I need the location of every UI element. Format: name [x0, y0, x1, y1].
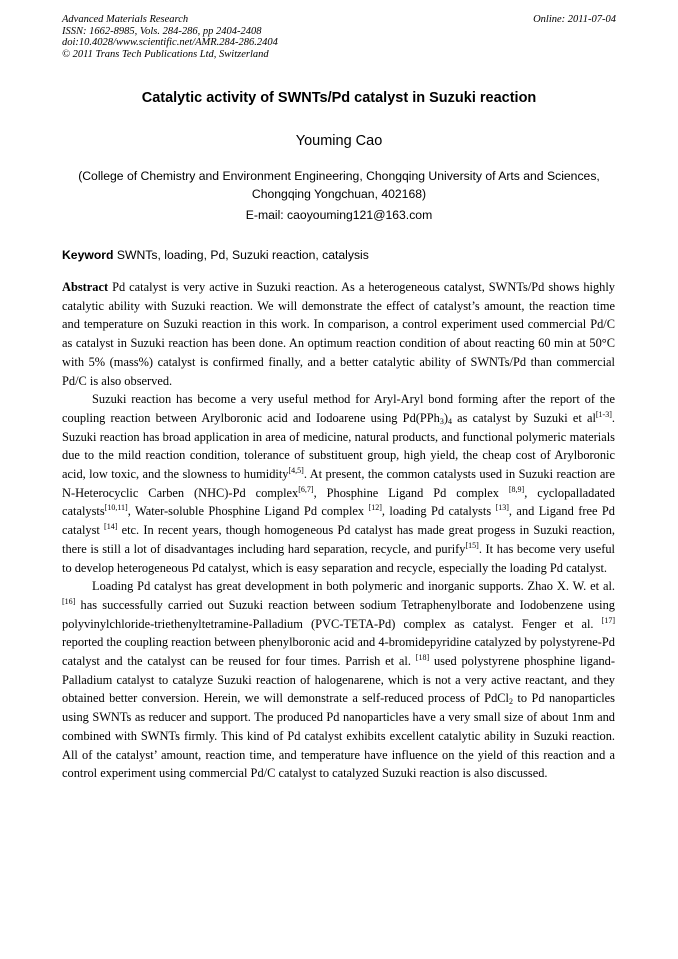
text-run: . At present, the common catalysts used in Suzuki reaction are N-Heterocyclic Carben (NHC)-Pd complex	[62, 467, 615, 500]
text-run: as catalyst by Suzuki et al	[452, 410, 596, 425]
intro-paragraph-2	[62, 577, 615, 783]
affiliation	[62, 167, 616, 203]
text-run: Suzuki reaction has become a very useful method for Aryl-Aryl bond forming after the report of the coupling reaction between Arylboronic acid and Iodoarene using Pd(PPh	[62, 392, 615, 425]
citation: [13]	[495, 503, 509, 513]
body-text	[62, 278, 615, 783]
text-run: )	[443, 410, 449, 425]
citation: [16]	[62, 596, 76, 606]
citation: [12]	[368, 503, 382, 513]
abstract-label: Abstract	[62, 280, 109, 294]
paper-title: Catalytic activity of SWNTs/Pd catalyst in Suzuki reaction	[141, 90, 537, 106]
citation: [10,11]	[104, 503, 128, 513]
citation: [18]	[415, 653, 430, 663]
citation: [14]	[104, 522, 118, 532]
affiliation-line-1: (College of Chemistry and Environment Engineering, Chongqing University of Arts and Sciences,	[78, 169, 600, 183]
citation: [17]	[601, 615, 615, 625]
journal-header	[62, 14, 616, 60]
text-run: has successfully carried out Suzuki reaction between sodium Tetraphenylborate and Iodobenzene using polyvinylchloride-triethenyltetramine-Palladium (PVC-TETA-Pd) complex as catalyst. Fenger et al.	[62, 597, 615, 631]
journal-name: Advanced Materials Research	[62, 14, 189, 25]
abstract-text: Pd catalyst is very active in Suzuki reaction. As a heterogeneous catalyst, SWNTs/Pd shows highly catalytic ability with Suzuki reaction. We will demonstrate the effect of catalyst’s amount, the reaction time and temperature on Suzuki reaction in this work. In comparison, a control experiment used commercial Pd/C as catalyst in Suzuki reaction has been done. An optimum reaction condition of about reacting 60 min at 50°C with 5% (mass%) catalyst is confirmed finally, and a better catalytic ability of SWNTs/Pd than commercial Pd/C is also observed.	[62, 280, 615, 388]
text-run: . Suzuki reaction has broad application in area of medicine, natural products, and functional polymeric materials due to the mild reaction condition, tolerance of substituent group, high yield, the cheap cost of Arylboronic acid, low toxic, and the slowness to humidity	[62, 410, 615, 482]
citation: [15]	[465, 540, 479, 550]
citation: [4,5]	[288, 466, 304, 476]
abstract-paragraph	[62, 278, 615, 390]
subscript: 3	[439, 416, 444, 426]
text-run: , Water-soluble Phosphine Ligand Pd complex	[127, 504, 369, 519]
text-run: Loading Pd catalyst has great development in both polymeric and inorganic supports. Zhao X. W. et al.	[92, 579, 615, 594]
citation: [8,9]	[508, 484, 525, 494]
text-run: , loading Pd catalysts	[381, 504, 496, 519]
keyword-text: SWNTs, loading, Pd, Suzuki reaction, catalysis	[116, 248, 369, 262]
text-run: , and Ligand free Pd catalyst	[62, 504, 615, 538]
text-run: . It has become very useful to develop heterogeneous Pd catalyst, which is easy separation and recycle, especially the loading Pd catalyst.	[62, 541, 615, 575]
author-name: Youming Cao	[295, 133, 383, 149]
subscript: 4	[448, 416, 453, 426]
citation: [6,7]	[298, 484, 314, 494]
text-run: , cyclopalladated catalysts	[62, 485, 615, 519]
citation: [1-3]	[595, 409, 612, 419]
affiliation-line-2: Chongqing Yongchuan, 402168)	[251, 187, 427, 201]
keyword-label: Keyword	[62, 248, 114, 262]
issn-line: ISSN: 1662-8985, Vols. 284-286, pp 2404-2408	[62, 25, 262, 37]
text-run: , Phosphine Ligand Pd complex	[313, 485, 509, 500]
subscript: 2	[508, 697, 513, 707]
text-run: to Pd nanoparticles using SWNTs as reducer and support. The produced Pd nanoparticles have a very small size of about 1nm and combined with SWNTs firmly. This kind of Pd catalyst exhibits excellent catalytic ability in Suzuki reaction. All of the catalyst’ amount, reaction time, and temperature have influence on the yield of this reaction and a control experiment using commercial Pd/C catalyst to catalyzed Suzuki reaction is also discussed.	[62, 691, 616, 781]
text-run: reported the coupling reaction between phenylboronic acid and 4-bromidepyridine catalyzed by polystyrene-Pd catalyst and the catalyst can be reused for four times. Parrish et al.	[62, 635, 615, 669]
intro-paragraph-1	[62, 390, 615, 577]
author-email: E-mail: caoyouming121@163.com	[245, 208, 433, 222]
text-run: etc. In recent years, though homogeneous Pd catalyst has made great progess in Suzuki reaction, there is still a lot of disadvantages including hard separation, recycle, and purify	[62, 523, 615, 556]
text-run: used polystyrene phosphine ligand-Palladium catalyst to catalyze Suzuki reaction of halogenarene, which is not a very active reactant, and they obtained better conversion. Herein, we will demonstrate a self-reduced process of PdCl	[62, 654, 615, 706]
online-date: Online: 2011-07-04	[533, 14, 616, 25]
doi-line: doi:10.4028/www.scientific.net/AMR.284-286.2404	[62, 37, 278, 49]
copyright-line: © 2011 Trans Tech Publications Ltd, Switzerland	[62, 48, 269, 60]
keywords	[62, 248, 616, 262]
